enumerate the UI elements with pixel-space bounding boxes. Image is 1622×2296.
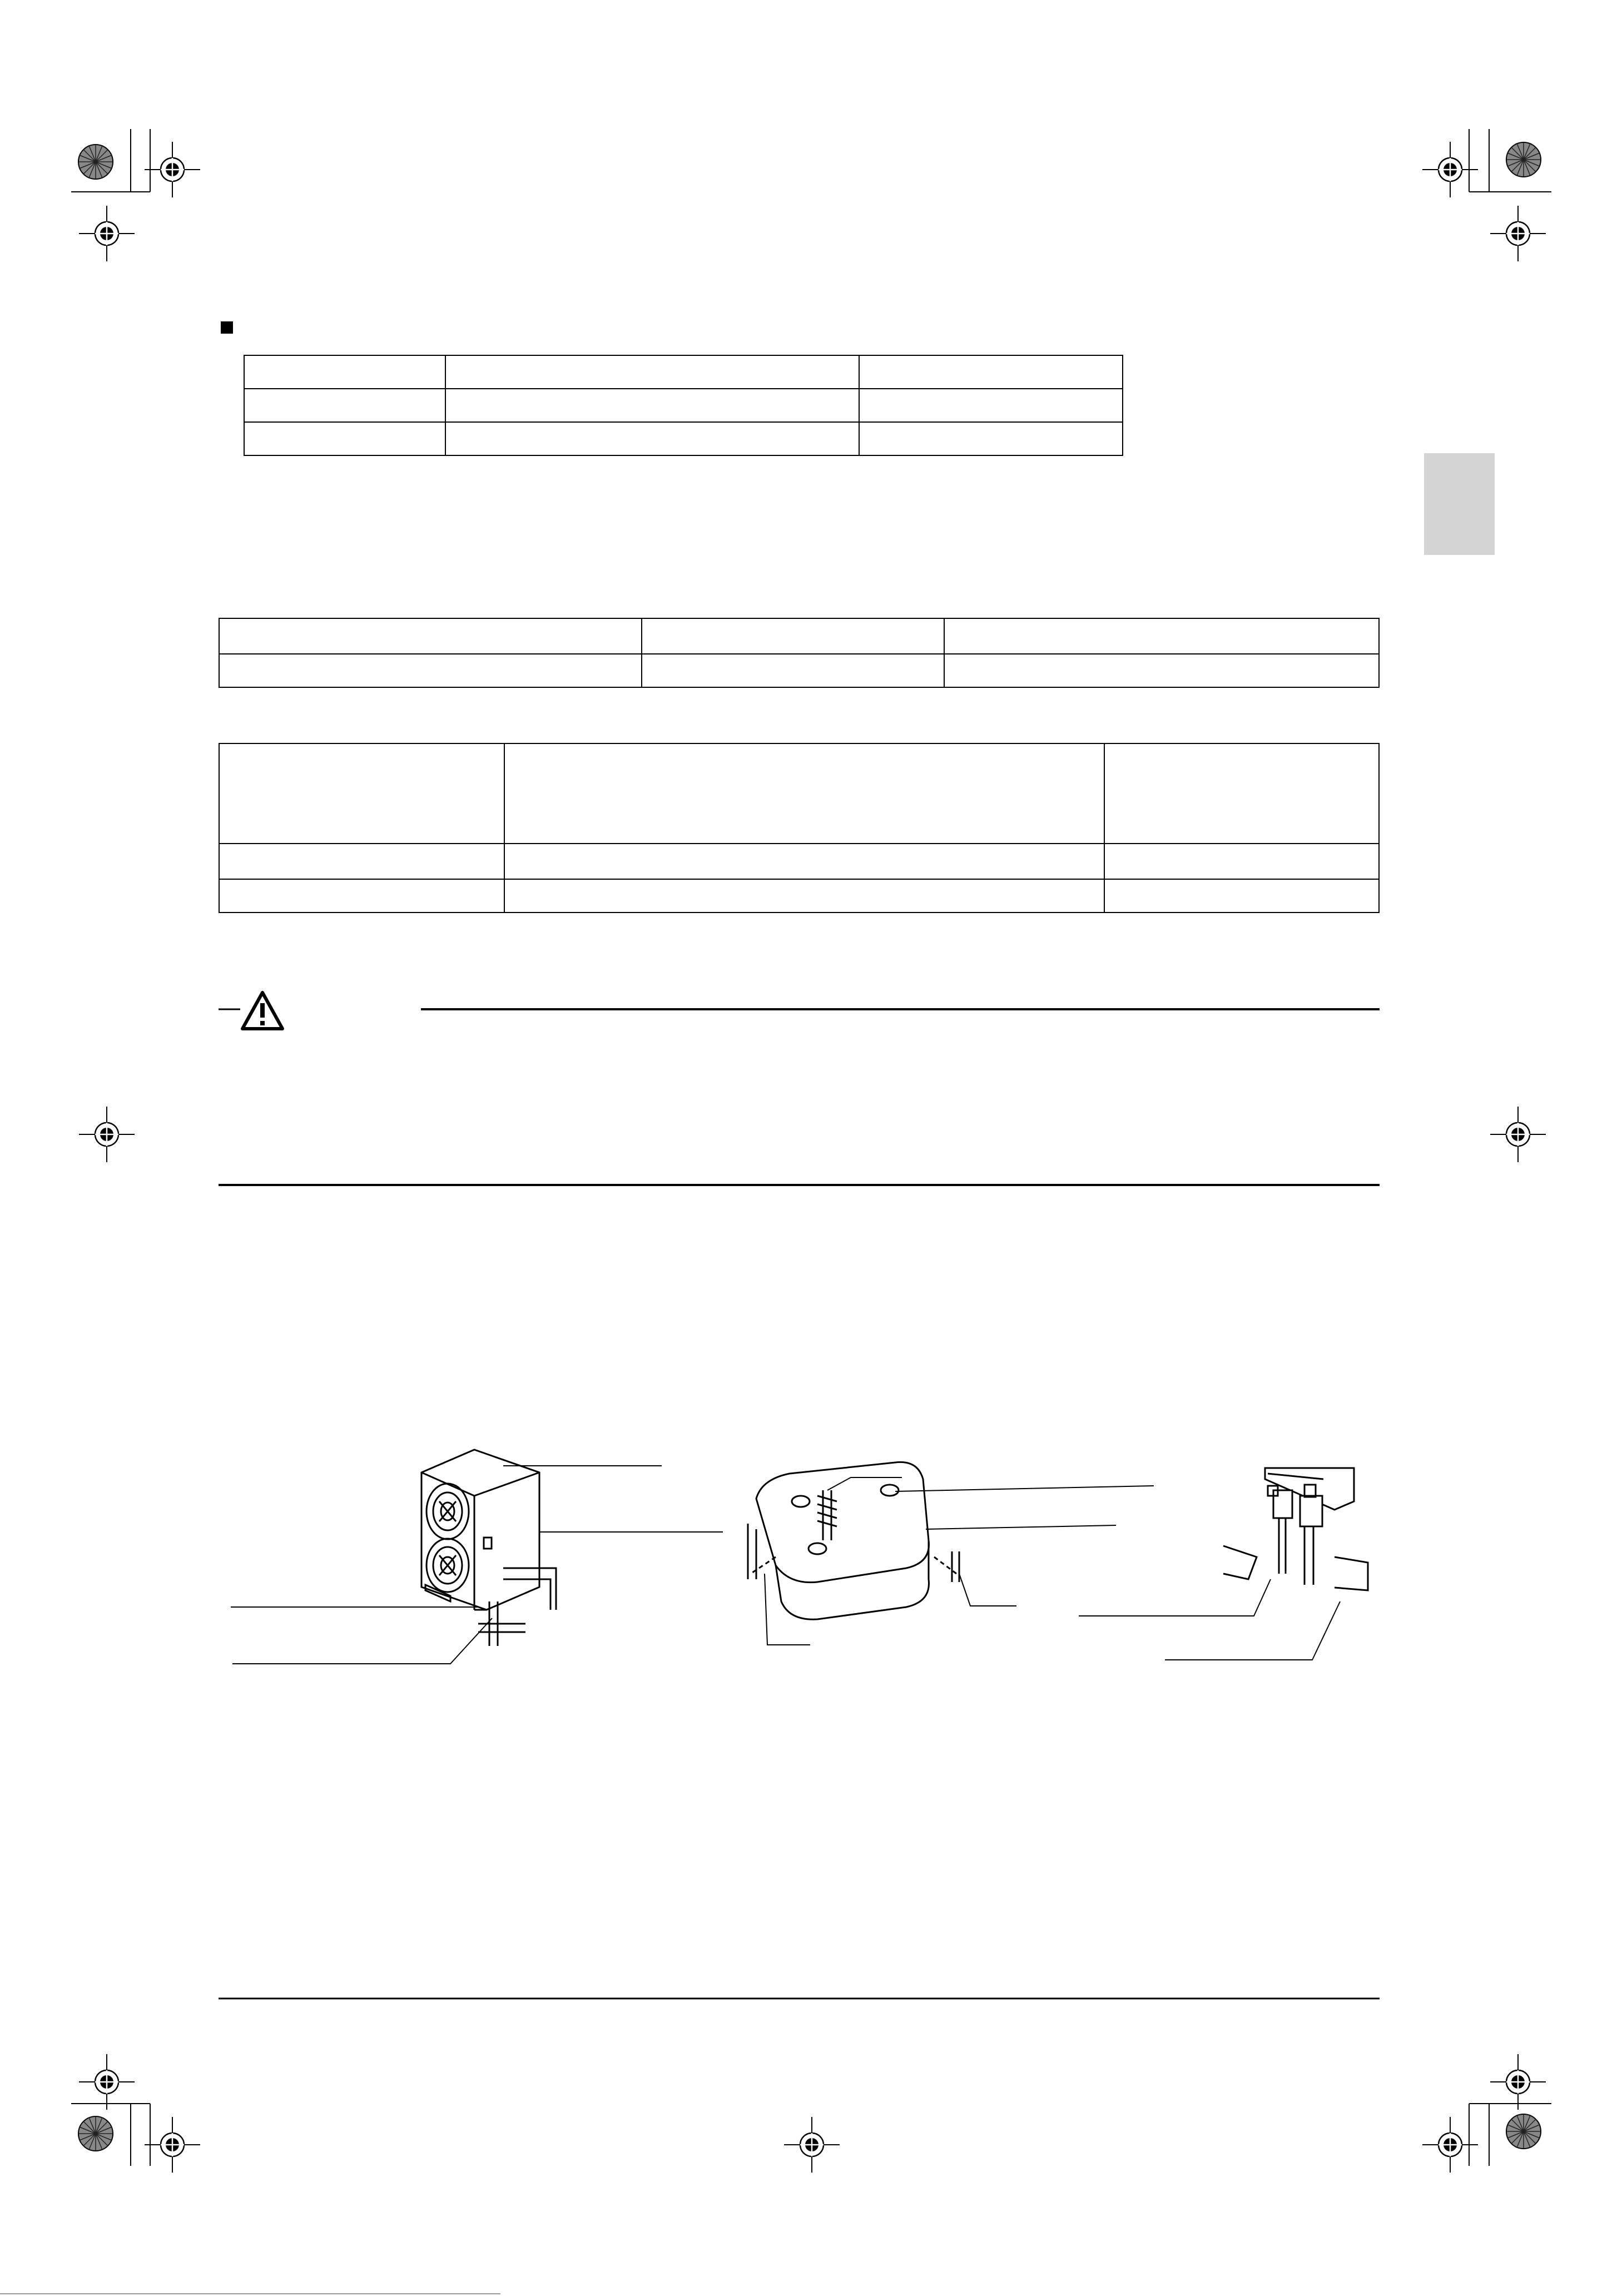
registration-mark-icon <box>145 142 200 197</box>
spec-table-3 <box>219 743 1380 913</box>
table-cell <box>944 654 1379 687</box>
registration-mark-icon <box>1490 2054 1546 2110</box>
table-cell <box>642 654 944 687</box>
table-row <box>244 422 1123 455</box>
registration-mark-icon <box>79 206 135 261</box>
table-cell <box>1104 743 1379 844</box>
registration-mark-icon <box>79 2054 135 2110</box>
registration-mark-icon <box>79 1107 135 1162</box>
spec-table-1 <box>244 355 1123 456</box>
table-cell <box>445 389 859 422</box>
color-target-icon <box>1506 142 1541 177</box>
color-target-icon <box>78 2116 113 2151</box>
table-cell <box>244 389 445 422</box>
table-cell <box>445 355 859 389</box>
table-cell <box>642 618 944 654</box>
table-cell <box>944 618 1379 654</box>
section-tab-marker <box>1424 453 1495 555</box>
table-cell <box>859 389 1123 422</box>
table-row <box>244 389 1123 422</box>
table-cell <box>244 422 445 455</box>
table-cell <box>244 355 445 389</box>
table-cell <box>504 743 1104 844</box>
registration-mark-icon <box>784 2117 840 2173</box>
table-cell <box>219 743 504 844</box>
registration-mark-icon <box>1490 1107 1546 1162</box>
table-row <box>219 618 1379 654</box>
black-square-icon <box>221 321 233 334</box>
table-row <box>219 844 1379 879</box>
table-cell <box>859 355 1123 389</box>
registration-mark-icon <box>1490 206 1546 261</box>
table-row <box>219 879 1379 913</box>
table-cell <box>219 618 642 654</box>
table-row <box>244 355 1123 389</box>
table-cell <box>219 654 642 687</box>
table-cell <box>504 879 1104 913</box>
table-cell <box>219 844 504 879</box>
pipe-size-table <box>219 618 1380 688</box>
table-row <box>219 654 1379 687</box>
color-target-icon <box>1506 2114 1541 2149</box>
table-cell <box>504 844 1104 879</box>
table-row <box>219 743 1379 844</box>
table-cell <box>859 422 1123 455</box>
color-target-icon <box>78 145 113 179</box>
table-cell <box>1104 844 1379 879</box>
registration-mark-icon <box>145 2117 200 2173</box>
table-cell <box>445 422 859 455</box>
table-cell <box>219 879 504 913</box>
table-cell <box>1104 879 1379 913</box>
